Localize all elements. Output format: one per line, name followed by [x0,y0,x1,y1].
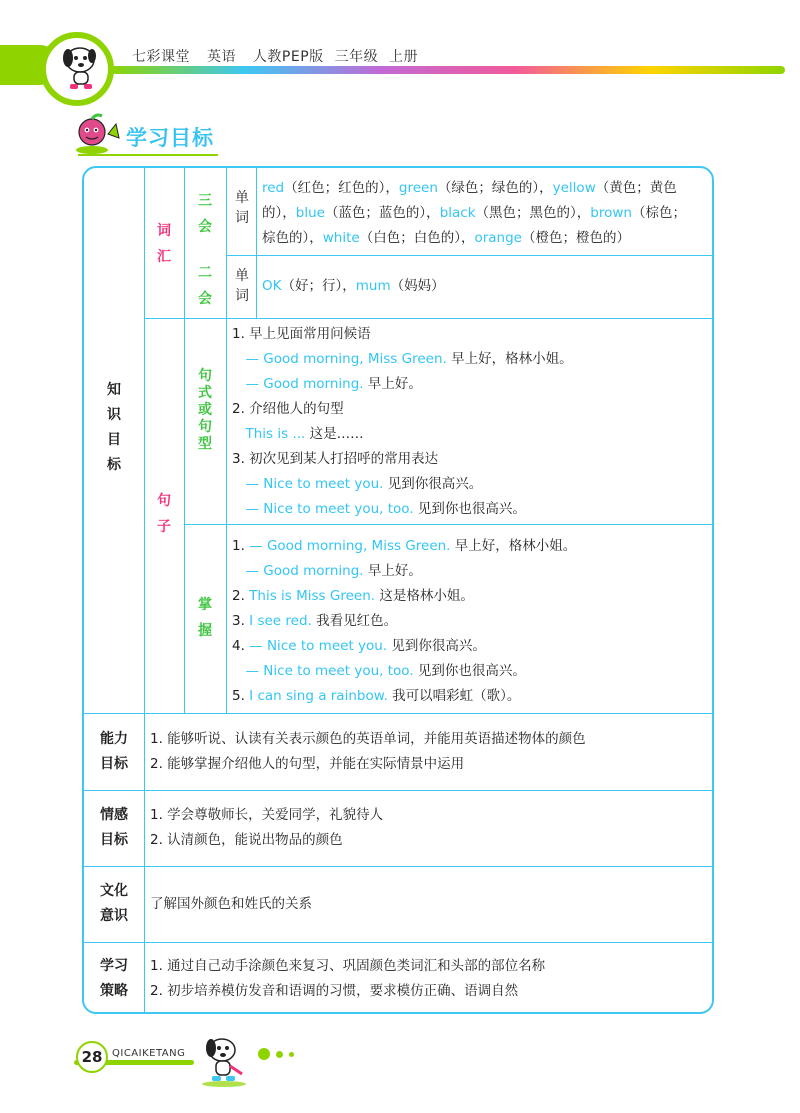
emotion-goals [150,803,710,853]
english-text: I see red. [249,613,317,629]
chinese-text: 早上好，格林小姐。 [451,351,573,367]
rule-vocab-split [226,255,714,256]
english-text: — Nice to meet you. [232,476,388,492]
chinese-text: 5. [232,688,250,704]
vrule-category [184,168,185,713]
footer-dog-mascot-icon [196,1030,252,1088]
english-text: brown [590,205,632,221]
jushi-label: 句 式 或 句 型 [198,368,212,452]
rule-knowledge-ability [84,713,714,714]
goal-line: 2. 认清颜色，能说出物品的颜色 [150,832,343,848]
english-text: OK [262,278,282,294]
chinese-text: 2. [232,588,250,604]
chinese-text: 1. 早上见面常用问候语 [232,326,371,342]
objectives-table [82,166,714,1014]
dog-mascot-icon [50,38,110,98]
chinese-text: 早上好，格林小姐。 [454,538,577,554]
section-title [72,112,224,152]
text-line [232,584,710,609]
ability-goal-label: 能力 目标 [100,731,128,772]
english-text: blue [295,205,325,221]
goal-line: 2. 初步培养模仿发音和语调的习惯，要求模仿正确、语调自然 [150,983,519,999]
text-line [262,176,710,201]
text-line [232,472,710,497]
vocab-label: 词 汇 [157,223,171,265]
text-line [232,372,710,397]
english-text: — Nice to meet you, too. [232,501,418,517]
chinese-text: （橙色；橙色的） [521,230,630,246]
sentence-label: 句 子 [157,493,171,535]
english-text: green [398,180,438,196]
vrule-lower [144,713,145,1014]
text-line [232,397,710,422]
text-line [232,422,710,447]
text-line [232,559,710,584]
chinese-text: （妈妈） [390,278,445,294]
header-grade: 三年级 [334,49,379,65]
english-text: orange [474,230,522,246]
english-text: red [262,180,285,196]
rule-culture-strategy [84,942,714,943]
goal-line: 1. 通过自己动手涂颜色来复习、巩固颜色类词汇和头部的部位名称 [150,958,546,974]
english-text: — Nice to meet you, too. [232,663,418,679]
culture-goals [150,892,710,917]
text-line [232,447,710,472]
jushi-sentences [232,322,710,522]
vrule-danci [256,168,257,318]
culture-awareness-label: 文化 意识 [100,883,128,924]
text-line [262,201,710,226]
english-text: white [322,230,360,246]
rule-emotion-culture [84,866,714,867]
english-text: mum [355,278,391,294]
goal-line: 1. 能够听说、认读有关表示颜色的英语单词，并能用英语描述物体的颜色 [150,731,586,747]
footer-dot-small [289,1052,294,1057]
header-volume: 上册 [389,49,419,65]
text-line [232,347,710,372]
erhui-label: 二 会 [198,265,212,307]
text-line [232,497,710,522]
chinese-text: 棕色的）， [262,230,323,246]
chinese-text: 早上好。 [367,376,422,392]
text-line [232,534,710,559]
vrule-level [226,168,227,318]
zhangwo-label: 掌 握 [198,597,212,639]
chinese-text: 见到你也很高兴。 [417,501,526,517]
chinese-text: 我看见红色。 [316,613,398,629]
chinese-text: （黄色；黄色 [595,180,677,196]
chinese-text: 这是…… [309,426,364,442]
text-line [262,274,710,299]
english-text: This is ... [232,426,310,442]
text-line [232,634,710,659]
text-line [232,322,710,347]
english-text: — Good morning. [232,376,368,392]
english-text: I can sing a rainbow. [249,688,393,704]
english-text: black [439,205,476,221]
sanhui-danci-label: 单 词 [235,190,249,226]
fruit-character-icon [72,112,128,154]
goal-line: 2. 能够掌握介绍他人的句型，并能在实际情景中运用 [150,756,465,772]
footer-dot-medium [276,1051,283,1058]
chinese-text: （蓝色；蓝色的）， [324,205,440,221]
chinese-text: 见到你也很高兴。 [417,663,526,679]
footer-dot-large [258,1048,270,1060]
chinese-text: 这是格林小姐。 [379,588,474,604]
english-text: yellow [552,180,596,196]
chinese-text: 1. [232,538,250,554]
rule-vocab-sentence [144,318,714,319]
header-series: 七彩课堂 [132,49,190,65]
header-text [132,46,430,66]
english-text: — Good morning, Miss Green. [232,351,452,367]
page-title: 学习目标 [126,126,214,150]
goal-line: 了解国外颜色和姓氏的关系 [150,896,312,912]
sanhui-label: 三 会 [198,193,212,235]
rule-ability-emotion [84,790,714,791]
emotion-goal-label: 情感 目标 [100,807,128,848]
chinese-text: 见到你很高兴。 [387,476,483,492]
text-line [232,609,710,634]
strategy-goals [150,954,710,1004]
footer-brand: QICAIKETANG [112,1048,186,1059]
rule-sentence-split [184,524,714,525]
chinese-text: 2. 介绍他人的句型 [232,401,344,417]
chinese-text: （绿色；绿色的）， [437,180,553,196]
vrule-sentence [226,318,227,713]
erhui-danci-label: 单 词 [235,268,249,304]
text-line [262,226,710,251]
english-text: This is Miss Green. [249,588,380,604]
text-line [232,659,710,684]
chinese-text: （黑色；黑色的）， [475,205,591,221]
header-edition: 人教PEP版 [252,49,324,65]
page-number: 28 [76,1041,108,1073]
english-text: — Good morning. [232,563,368,579]
chinese-text: （棕色； [631,205,686,221]
chinese-text: （好；行）， [281,278,356,294]
header-subject: 英语 [206,49,236,65]
zhangwo-sentences [232,534,710,709]
erhui-words [262,274,710,299]
chinese-text: 4. [232,638,250,654]
goal-line: 1. 学会尊敬师长，关爱同学，礼貌待人 [150,807,384,823]
chinese-text: 3. [232,613,250,629]
vrule-knowledge [144,168,145,713]
knowledge-goal-label: 知 识 目 标 [107,382,121,473]
english-text: — Good morning, Miss Green. [249,538,455,554]
chinese-text: 早上好。 [367,563,422,579]
english-text: — Nice to meet you. [249,638,392,654]
chinese-text: （白色；白色的）， [359,230,475,246]
chinese-text: （红色；红色的）， [284,180,399,196]
chinese-text: 我可以唱彩虹（歌）。 [392,688,521,704]
text-line [232,684,710,709]
chinese-text: 3. 初次见到某人打招呼的常用表达 [232,451,439,467]
sanhui-words [262,176,710,251]
chinese-text: 见到你很高兴。 [391,638,486,654]
title-underline [78,154,218,156]
header-rainbow-line [110,66,785,74]
learning-strategy-label: 学习 策略 [100,958,128,999]
chinese-text: 的）， [262,205,296,221]
ability-goals [150,727,710,777]
